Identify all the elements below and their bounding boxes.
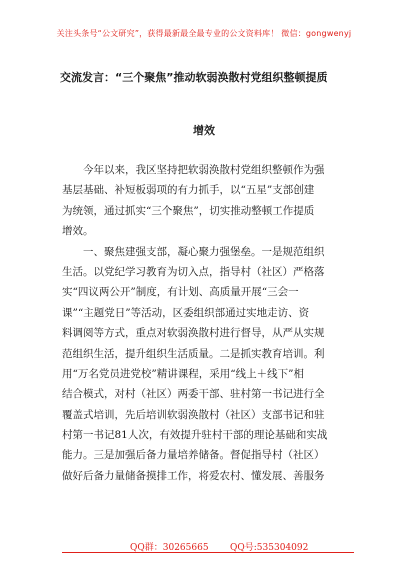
- body-text-line: 能力。三是加强后备力量培养储备。督促指导村（社区）: [62, 449, 325, 462]
- body-text-line: 料调阅等方式，重点对软弱涣散村进行督导，从严从实规: [62, 327, 325, 340]
- page-header-banner: 关注头条号“公文研究”，获得最新最全最专业的公文资料库！ 微信：gongwenyj: [56, 29, 352, 38]
- body-text-line: 增效。: [62, 225, 94, 238]
- body-text-line: 今年以来，我区坚持把软弱涣散村党组织整顿作为强: [83, 164, 325, 176]
- document-body: [62, 160, 354, 486]
- body-text-line: 村第一书记81人次，有效提升驻村干部的理论基础和实战: [62, 429, 328, 442]
- body-text-line: 生活。以党纪学习教育为切入点，指导村（社区）严格落: [62, 265, 325, 278]
- document-title-line-1: 交流发言：“三个聚焦”推动软弱涣散村党组织整顿提质: [60, 71, 328, 84]
- body-text-line: 结合模式，对村（社区）两委干部、驻村第一书记进行全: [62, 388, 325, 401]
- footer-qq-group: QQ群：30265665: [130, 543, 209, 553]
- footer-qq-number: QQ号:535304092: [230, 543, 309, 553]
- body-text-line: 范组织生活，提升组织生活质量。二是抓实教育培训。利: [62, 347, 325, 360]
- body-text-line: 用“万名党员进党校”精讲课程，采用“线上＋线下”相: [62, 367, 304, 380]
- body-text-line: 覆盖式培训，先后培训软弱涣散村（社区）支部书记和驻: [62, 408, 325, 421]
- body-text-line: 课”“主题党日”等活动，区委组织部通过实地走访、资: [62, 306, 310, 319]
- footer-divider: [62, 552, 354, 553]
- body-text-line: 实“四议两公开”制度，有计划、高质量开展“三会一: [62, 286, 299, 299]
- document-title-line-2: 增效: [193, 124, 215, 137]
- body-text-line: 一、聚焦建强支部，凝心聚力强堡垒。一是规范组织: [83, 245, 325, 258]
- body-text-line: 做好后备力量储备摸排工作，将爱农村、懂发展、善服务: [62, 469, 325, 482]
- body-text-line: 为统领，通过抓实“三个聚焦”，切实推动整顿工作提质: [62, 204, 315, 217]
- body-text-line: 基层基础、补短板弱项的有力抓手，以“五星”支部创建: [62, 184, 315, 197]
